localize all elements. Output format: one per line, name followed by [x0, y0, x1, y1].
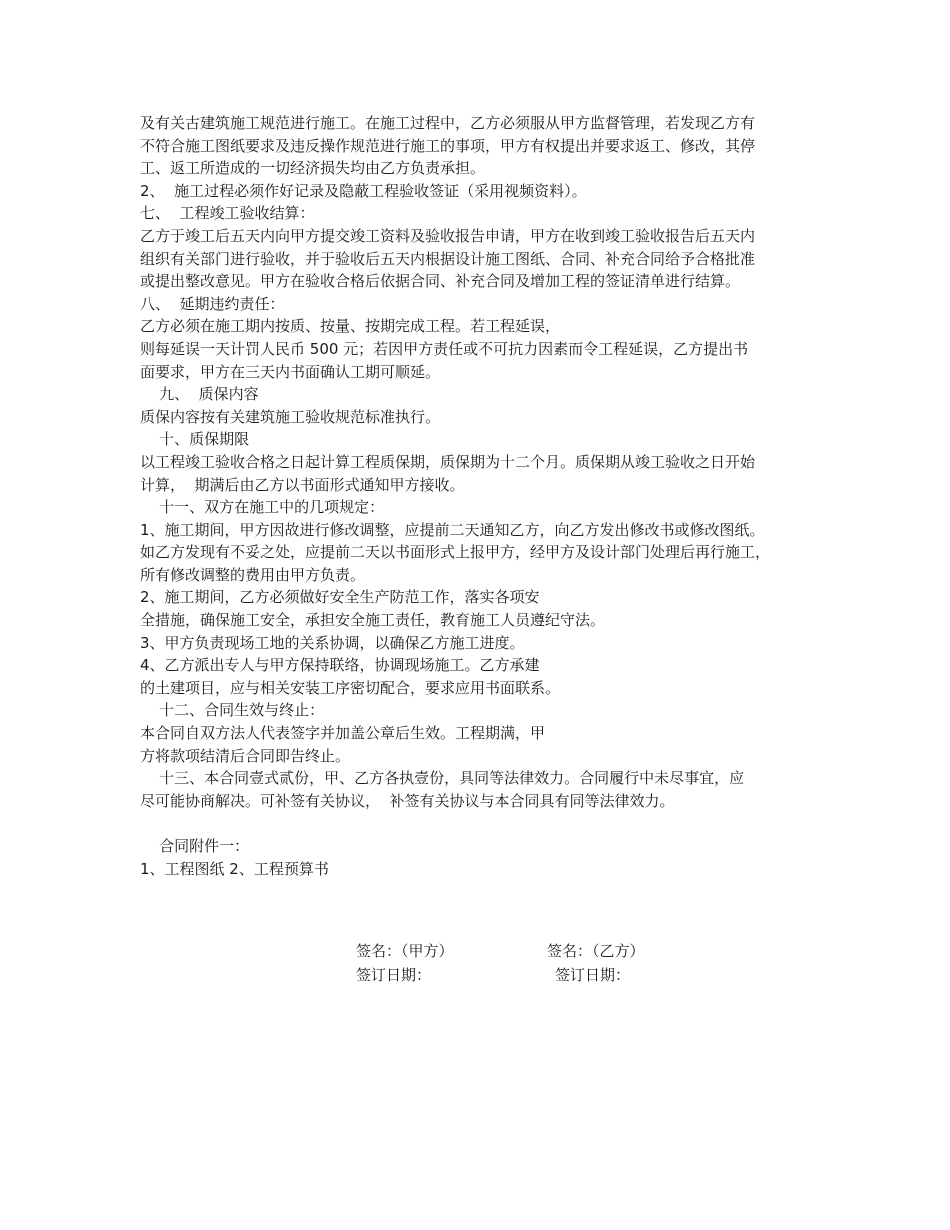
body-line: 3、甲方负责现场工地的关系协调，以确保乙方施工进度。: [140, 633, 525, 652]
body-line: 的土建项目，应与相关安装工序密切配合，要求应用书面联系。: [140, 678, 561, 697]
body-line: 工、返工所造成的一切经济损失均由乙方负责承担。: [140, 159, 486, 178]
section-heading: 十三、本合同壹式贰份，甲、乙方各执壹份，具同等法律效力。合同履行中未尽事宜，应: [140, 769, 745, 788]
body-line: 2、施工期间，乙方必须做好安全生产防范工作，落实各项安: [140, 588, 540, 607]
body-line: 本合同自双方法人代表签字并加盖公章后生效。工程期满，甲: [140, 724, 546, 743]
body-line: 1、施工期间，甲方因故进行修改调整，应提前二天通知乙方，向乙方发出修改书或修改图纸。: [140, 520, 765, 539]
body-line: 所有修改调整的费用由甲方负责。: [140, 565, 366, 584]
attachment-list: 1、工程图纸 2、工程预算书: [140, 859, 329, 878]
body-line: 尽可能协商解决。可补签有关协议， 补签有关协议与本合同具有同等法律效力。: [140, 791, 675, 810]
section-heading: 十一、双方在施工中的几项规定：: [140, 498, 385, 517]
contract-body: [140, 112, 820, 880]
body-line: 方将款项结清后合同即告终止。: [140, 746, 351, 765]
section-heading: 九、 质保内容: [140, 385, 259, 404]
body-line: 或提出整改意见。甲方在验收合格后依据合同、补充合同及增加工程的签证清单进行结算。: [140, 272, 741, 291]
section-heading: 八、 延期违约责任：: [140, 294, 285, 313]
party-a-date-label: 签订日期：: [356, 966, 432, 984]
section-heading: 七、 工程竣工验收结算：: [140, 204, 315, 223]
section-heading: 十二、合同生效与终止：: [140, 701, 325, 720]
section-heading: 十、质保期限: [140, 430, 250, 449]
body-line: 质保内容按有关建筑施工验收规范标准执行。: [140, 407, 441, 426]
blank-line: [140, 812, 820, 835]
body-line: 及有关古建筑施工规范进行施工。在施工过程中，乙方必须服从甲方监督管理，若发现乙方有: [140, 114, 756, 132]
party-b-date-label: 签订日期：: [555, 966, 631, 984]
body-line: 以工程竣工验收合格之日起计算工程质保期，质保期为十二个月。质保期从竣工验收之日开始: [140, 452, 756, 471]
body-line: 计算， 期满后由乙方以书面形式通知甲方接收。: [140, 475, 465, 494]
body-line: 4、乙方派出专人与甲方保持联络，协调现场施工。乙方承建: [140, 656, 540, 675]
body-line: 则每延误一天计罚人民币 500 元；若因甲方责任或不可抗力因素而令工程延误，乙方提出书: [140, 339, 749, 358]
body-line: 组织有关部门进行验收，并于验收后五天内根据设计施工图纸、合同、补充合同给予合格批准: [140, 249, 756, 268]
attachment-heading: 合同附件一：: [140, 837, 250, 855]
body-line: 面要求，甲方在三天内书面确认工期可顺延。: [140, 362, 441, 381]
body-line: 乙方必须在施工期内按质、按量、按期完成工程。若工程延误，: [140, 317, 561, 336]
body-line: 乙方于竣工后五天内向甲方提交竣工资料及验收报告申请，甲方在收到竣工验收报告后五天内: [140, 226, 756, 245]
party-a-signature-label: 签名：（甲方）: [356, 942, 454, 960]
party-b-signature-label: 签名：（乙方）: [547, 942, 645, 960]
body-line: 2、 施工过程必须作好记录及隐蔽工程验收签证（采用视频资料）。: [140, 181, 587, 200]
body-line: 全措施，确保施工安全，承担安全施工责任，教育施工人员遵纪守法。: [140, 611, 606, 630]
body-line: 不符合施工图纸要求及违反操作规范进行施工的事项，甲方有权提出并要求返工、修改，其停: [140, 136, 756, 155]
body-line: 如乙方发现有不妥之处，应提前二天以书面形式上报甲方，经甲方及设计部门处理后再行施工，: [140, 543, 771, 562]
